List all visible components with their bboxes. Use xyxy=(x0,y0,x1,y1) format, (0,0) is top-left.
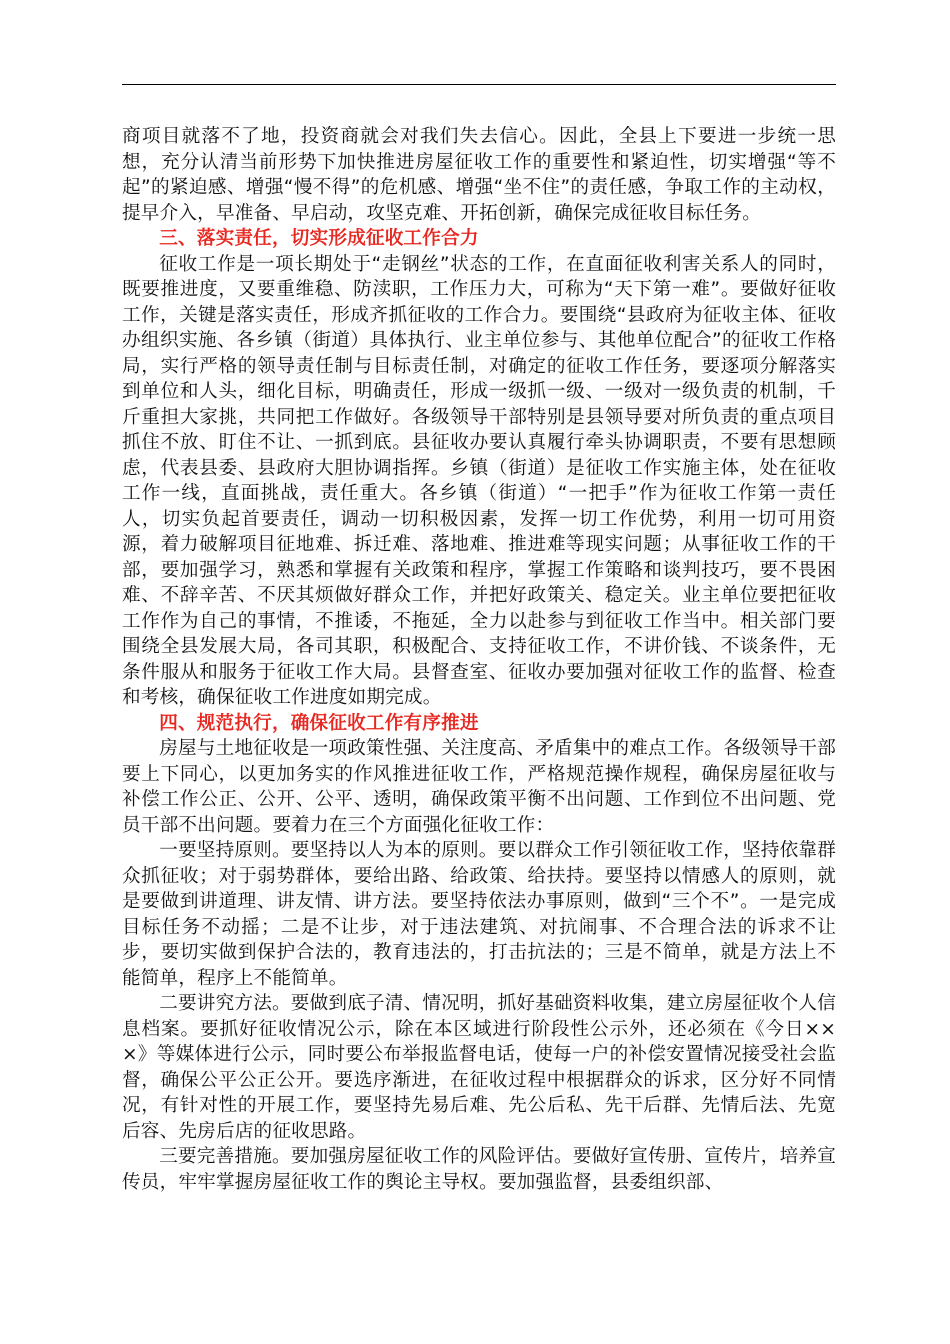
paragraph-methods: 二要讲究方法。要做到底子清、情况明，抓好基础资料收集，建立房屋征收个人信息档案。要抓好征收情况公示，除在本区域进行阶段性公示外，还必须在《今日×××》等媒体进行公示，同时要公布举报监督电话，使每一户的补偿安置情况接受社会监督，确保公平公正公开。要选序渐进，在征收过程中根据群众的诉求，区分好不同情况，有针对性的开展工作，要坚持先易后难、先公后私、先干后群、先情后法、先宽后容、先房后店的征收思路。 xyxy=(122,993,836,1142)
section-heading-4: 四、规范执行，确保征收工作有序推进 xyxy=(159,712,479,734)
paragraph-measures: 三要完善措施。要加强房屋征收工作的风险评估。要做好宣传册、宣传片，培养宣传员，牢牢掌握房屋征收工作的舆论主导权。要加强监督，县委组织部、 xyxy=(122,1146,836,1193)
paragraph-continuation: 商项目就落不了地，投资商就会对我们失去信心。因此，全县上下要进一步统一思想，充分认清当前形势下加快推进房屋征收工作的重要性和紧迫性，切实增强“等不起”的紧迫感、增强“慢不得”的危机感、增强“坐不住”的责任感，争取工作的主动权，提早介入，早准备、早启动，攻坚克难、开拓创新，确保完成征收目标任务。 xyxy=(122,126,836,224)
header-rule xyxy=(122,84,836,85)
paragraph-responsibility: 征收工作是一项长期处于“走钢丝”状态的工作，在直面征收利害关系人的同时，既要推进度，又要重维稳、防渎职，工作压力大，可称为“天下第一难”。要做好征收工作，关键是落实责任，形成齐抓征收的工作合力。要围绕“县政府为征收主体、征收办组织实施、各乡镇（街道）具体执行、业主单位参与、其他单位配合”的征收工作格局，实行严格的领导责任制与目标责任制，对确定的征收工作任务，要逐项分解落实到单位和人头，细化目标，明确责任，形成一级抓一级、一级对一级负责的机制，千斤重担大家挑，共同把工作做好。各级领导干部特别是县领导要对所负责的重点项目抓住不放、盯住不让、一抓到底。县征收办要认真履行牵头协调职责，不要有思想顾虑，代表县委、县政府大胆协调指挥。乡镇（街道）是征收工作实施主体，处在征收工作一线，直面挑战，责任重大。各乡镇（街道）“一把手”作为征收工作第一责任人，切实负起首要责任，调动一切积极因素，发挥一切工作优势，利用一切可用资源，着力破解项目征地难、拆迁难、落地难、推进难等现实问题；从事征收工作的干部，要加强学习，熟悉和掌握有关政策和程序，掌握工作策略和谈判技巧，要不畏困难、不辞辛苦、不厌其烦做好群众工作，并把好政策关、稳定关。业主单位要把征收工作作为自己的事情，不推诿，不拖延，全力以赴参与到征收工作当中。相关部门要围绕全县发展大局，各司其职，积极配合、支持征收工作，不讲价钱、不谈条件，无条件服从和服务于征收工作大局。县督查室、征收办要加强对征收工作的监督、检查和考核，确保征收工作进度如期完成。 xyxy=(122,253,836,708)
paragraph-principles: 一要坚持原则。要坚持以人为本的原则。要以群众工作引领征收工作，坚持依靠群众抓征收；对于弱势群体，要给出路、给政策、给扶持。要坚持以情感人的原则，就是要做到讲道理、讲友情、讲方法。要坚持依法办事原则，做到“三个不”。一是完成目标任务不动摇；二是不让步，对于违法建筑、对抗闹事、不合理合法的诉求不让步，要切实做到保护合法的，教育违法的，打击抗法的；三是不简单，就是方法上不能简单，程序上不能简单。 xyxy=(122,840,836,989)
paragraph-standard-execution: 房屋与土地征收是一项政策性强、关注度高、矛盾集中的难点工作。各级领导干部要上下同心，以更加务实的作风推进征收工作，严格规范操作规程，确保房屋征收与补偿工作公正、公开、公平、透明，确保政策平衡不出问题、工作到位不出问题、党员干部不出问题。要着力在三个方面强化征收工作： xyxy=(122,738,836,836)
body-text xyxy=(122,124,836,1195)
section-heading-3: 三、落实责任，切实形成征收工作合力 xyxy=(159,228,479,249)
